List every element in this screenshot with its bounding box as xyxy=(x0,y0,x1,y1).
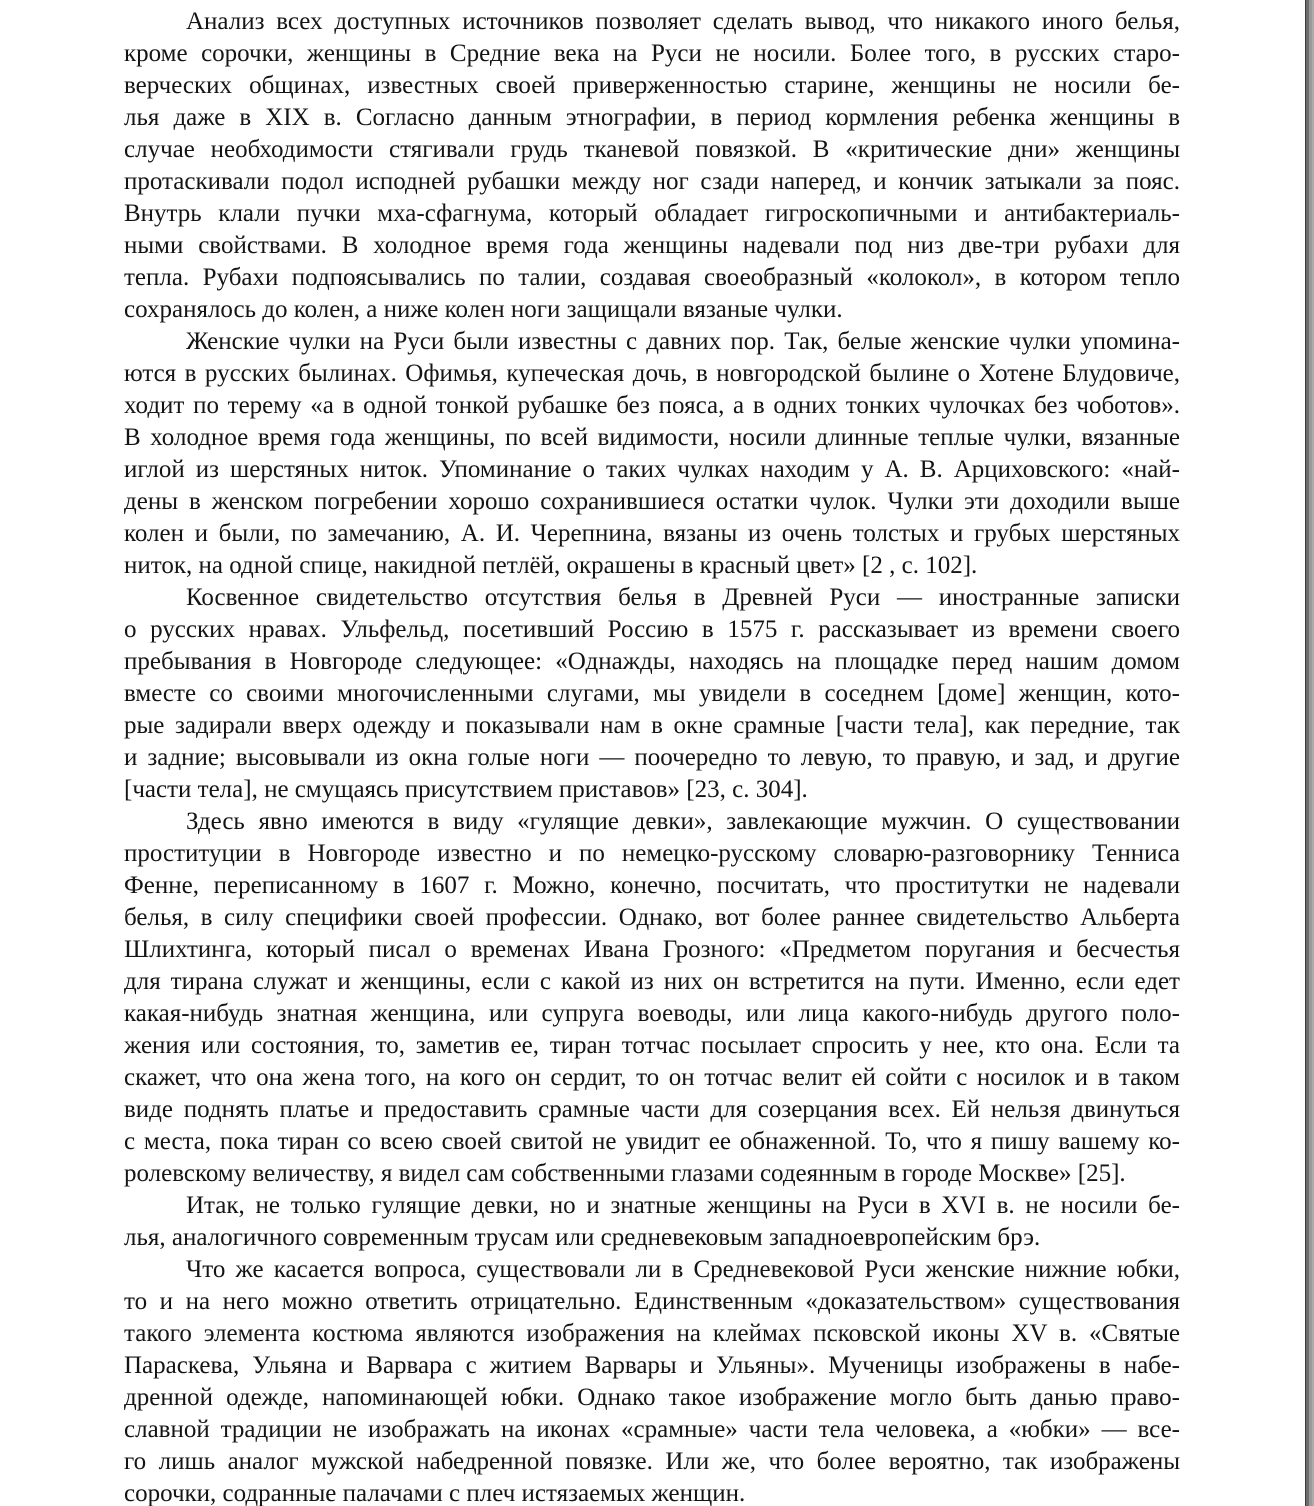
text-line: Косвенное свидетельство отсутствия белья в Древней Руси — иностранные записки xyxy=(186,584,1180,611)
text-line: какая-нибудь знатная женщина, или супруга воеводы, или лица какого-нибудь другого поло- xyxy=(124,1000,1180,1027)
text-line: ролевскому величеству, я видел сам собственными глазами содеянным в городе Москве» [25]. xyxy=(124,1160,1126,1187)
text-line: ными свойствами. В холодное время года женщины надевали под низ две-три рубахи для xyxy=(124,232,1180,259)
text-line: вместе со своими многочисленными слугами, мы увидели в соседнем [доме] женщин, кото- xyxy=(124,680,1180,707)
text-line: и задние; высовывали из окна голые ноги — поочередно то левую, то правую, и зад, и другие xyxy=(124,744,1180,771)
text-line: верческих общинах, известных своей приверженностью старине, женщины не носили бе- xyxy=(124,72,1180,99)
text-line: колен и были, по замечанию, А. И. Черепнина, вязаны из очень толстых и грубых шерстяных xyxy=(124,520,1180,547)
text-line: ниток, на одной спице, накидной петлёй, окрашены в красный цвет» [2 , с. 102]. xyxy=(124,552,978,579)
text-line: тепла. Рубахи подпоясывались по талии, создавая своеобразный «колокол», в котором тепло xyxy=(124,264,1180,291)
text-line: лья даже в XIX в. Согласно данным этнографии, в период кормления ребенка женщины в xyxy=(124,104,1180,131)
text-line: го лишь аналог мужской набедренной повязке. Или же, что более вероятно, так изображены xyxy=(124,1448,1180,1475)
text-line: дренной одежде, напоминающей юбки. Однако такое изображение могло быть данью право- xyxy=(124,1384,1180,1411)
text-line: о русских нравах. Ульфельд, посетивший Россию в 1575 г. рассказывает из времени своего xyxy=(124,616,1180,643)
text-line: [части тела], не смущаясь присутствием приставов» [23, с. 304]. xyxy=(124,776,808,803)
text-line: виде поднять платье и предоставить срамные части для созерцания всех. Ей нельзя двинуться xyxy=(124,1096,1180,1123)
text-line: дены в женском погребении хорошо сохранившиеся остатки чулок. Чулки эти доходили выше xyxy=(124,488,1180,515)
text-line: иглой из шерстяных ниток. Упоминание о таких чулках находим у А. В. Арциховского: «най- xyxy=(124,456,1180,483)
text-line: скажет, что она жена того, на кого он сердит, то он тотчас велит ей сойти с носилок и в таком xyxy=(124,1064,1180,1091)
text-line: Шлихтинга, который писал о временах Ивана Грозного: «Предметом поругания и бесчестья xyxy=(124,936,1180,963)
text-line: кроме сорочки, женщины в Средние века на Руси не носили. Более того, в русских старо- xyxy=(124,40,1180,67)
text-line: рые задирали вверх одежду и показывали нам в окне срамные [части тела], как передние, так xyxy=(124,712,1180,739)
text-line: проституции в Новгороде известно и по немецко-русскому словарю-разговорнику Тенниса xyxy=(124,840,1180,867)
text-line: лья, аналогичного современным трусам или средневековым западноевропейским брэ. xyxy=(124,1224,1041,1251)
text-line: сохранялось до колен, а ниже колен ноги защищали вязаные чулки. xyxy=(124,296,843,323)
text-line: Внутрь клали пучки мха-сфагнума, который обладает гигроскопичными и антибактериаль- xyxy=(124,200,1180,227)
text-line: протаскивали подол исподней рубашки между ног сзади наперед, и кончик затыкали за пояс. xyxy=(124,168,1180,195)
text-line: белья, в силу специфики своей профессии. Однако, вот более раннее свидетельство Альберта xyxy=(124,904,1180,931)
text-line: Фенне, переписанному в 1607 г. Можно, конечно, посчитать, что проститутки не надевали xyxy=(124,872,1180,899)
body-text xyxy=(124,6,1180,1506)
text-line: Параскева, Ульяна и Варвара с житием Варвары и Ульяны». Мученицы изображены в набе- xyxy=(124,1352,1180,1379)
text-line: Здесь явно имеются в виду «гулящие девки», завлекающие мужчин. О существовании xyxy=(186,808,1180,835)
text-line: славной традиции не изображать на иконах «срамные» части тела человека, а «юбки» — все- xyxy=(124,1416,1180,1443)
text-line: пребывания в Новгороде следующее: «Однажды, находясь на площадке перед нашим домом xyxy=(124,648,1180,675)
text-line: ются в русских былинах. Офимья, купеческая дочь, в новгородской былине о Хотене Блудовиче, xyxy=(124,360,1180,387)
text-line: жения или состояния, то, заметив ее, тиран тотчас посылает спросить у нее, кто она. Если та xyxy=(124,1032,1180,1059)
text-line: ходит по терему «а в одной тонкой рубашке без пояса, а в одних тонких чулочках без чоботов». xyxy=(124,392,1180,419)
text-line: Женские чулки на Руси были известны с давних пор. Так, белые женские чулки упомина- xyxy=(186,328,1180,355)
text-line: такого элемента костюма являются изображения на клеймах псковской иконы XV в. «Святые xyxy=(124,1320,1180,1347)
text-line: случае необходимости стягивали грудь тканевой повязкой. В «критические дни» женщины xyxy=(124,136,1180,163)
text-line: В холодное время года женщины, по всей видимости, носили длинные теплые чулки, вязанные xyxy=(124,424,1180,451)
text-line: Что же касается вопроса, существовали ли в Средневековой Руси женские нижние юбки, xyxy=(186,1256,1180,1283)
text-line: для тирана служат и женщины, если с какой из них он встретится на пути. Именно, если едет xyxy=(124,968,1180,995)
text-line: то и на него можно ответить отрицательно. Единственным «доказательством» существования xyxy=(124,1288,1180,1315)
text-line: сорочки, содранные палачами с плеч истязаемых женщин. xyxy=(124,1480,746,1506)
text-line: с места, пока тиран со всею своей свитой не увидит ее обнаженной. То, что я пишу вашему ко- xyxy=(124,1128,1180,1155)
text-line: Анализ всех доступных источников позволяет сделать вывод, что никакого иного белья, xyxy=(186,8,1180,35)
text-line: Итак, не только гулящие девки, но и знатные женщины на Руси в XVI в. не носили бе- xyxy=(186,1192,1180,1219)
